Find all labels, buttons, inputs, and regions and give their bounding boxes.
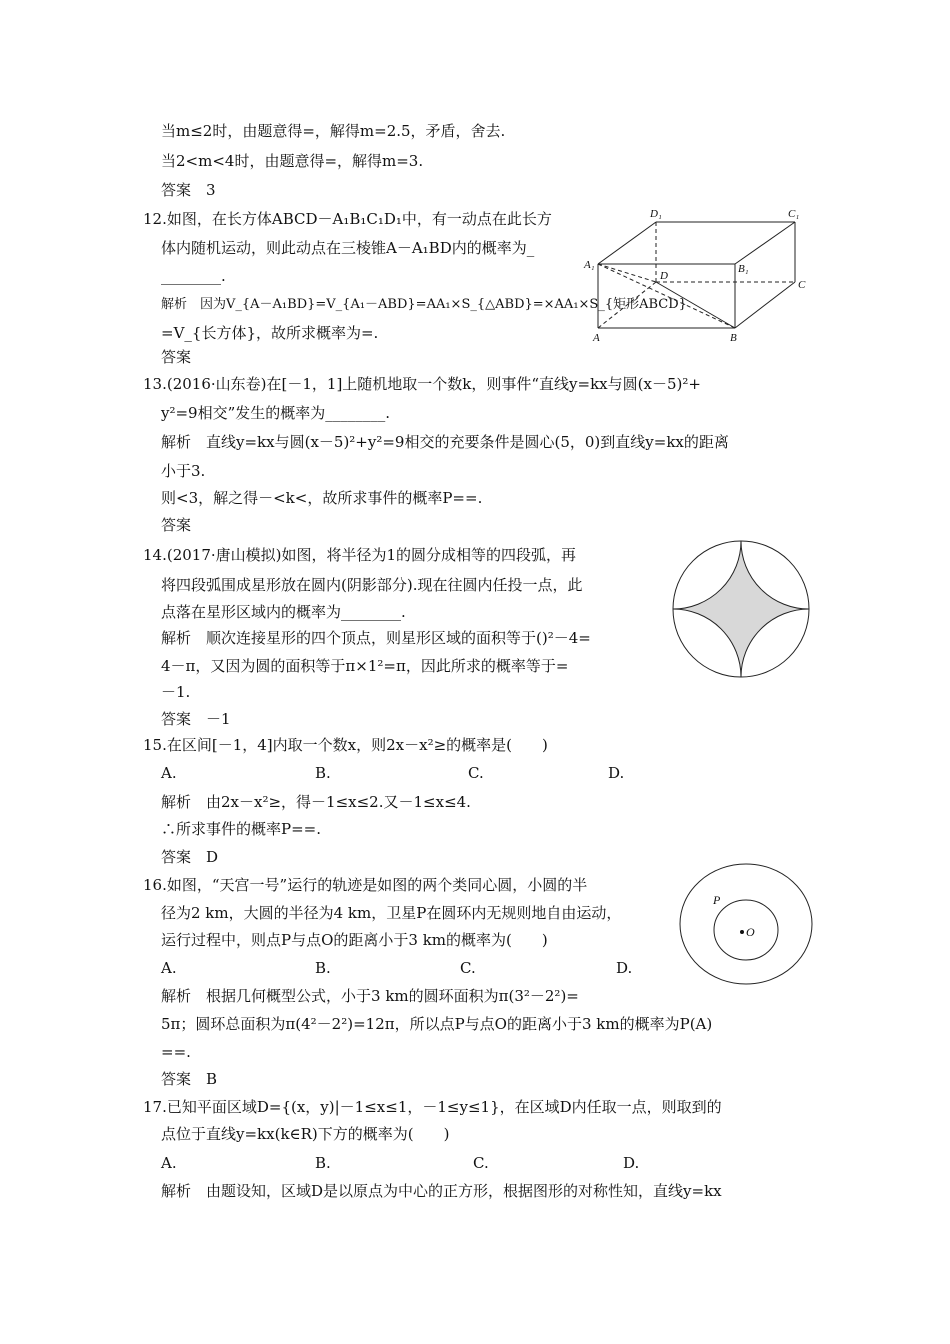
label-O: O (746, 925, 755, 939)
q13-solution-line-1: 解析 直线y=kx与圆(x－5)²+y²=9相交的充要条件是圆心(5，0)到直线y=kx的距离 (161, 433, 729, 451)
q17-solution-line-1: 解析 由题设知，区域D是以原点为中心的正方形，根据图形的对称性知，直线y=kx (161, 1182, 722, 1200)
label-D1: D₁ (650, 208, 662, 220)
q15-option-b: B. (315, 764, 331, 782)
q16-solution-line-3: ==. (161, 1043, 191, 1061)
q17-option-a: A. (161, 1154, 177, 1172)
q16-answer: 答案 B (161, 1070, 218, 1088)
q13-stem-line-1: 13.(2016·山东卷)在[－1，1]上随机地取一个数k，则事件“直线y=kx与圆(x－5)²+ (143, 375, 701, 393)
q15-option-d: D. (608, 764, 625, 782)
q16-option-a: A. (161, 959, 177, 977)
label-B: B (730, 332, 737, 344)
q16-stem-line-3: 运行过程中，则点P与点O的距离小于3 km的概率为( ) (161, 931, 548, 949)
q14-stem-line-3: 点落在星形区域内的概率为________. (161, 603, 406, 621)
q15-solution-line-2: ∴所求事件的概率P==. (161, 820, 321, 838)
cuboid-figure (580, 200, 810, 350)
q13-answer: 答案 (161, 516, 192, 534)
q12-stem-line-2: 体内随机运动，则此动点在三棱锥A－A₁BD内的概率为_ (161, 239, 535, 257)
q15-answer: 答案 D (161, 848, 219, 866)
label-B1: B₁ (738, 263, 749, 275)
q14-solution-line-3: －1. (161, 683, 191, 701)
continuation-line-2: 当2<m<4时，由题意得=，解得m=3. (161, 152, 424, 170)
concentric-orbits-figure (678, 862, 814, 986)
continuation-answer: 答案 3 (161, 181, 216, 199)
q15-solution-line-1: 解析 由2x－x²≥，得－1≤x≤2.又－1≤x≤4. (161, 793, 471, 811)
label-D: D (660, 270, 668, 282)
q12-solution-line-1: 解析 因为V_{A－A₁BD}=V_{A₁－ABD}=AA₁×S_{△ABD}=×AA₁×S_{矩形ABCD} (161, 297, 687, 312)
label-P: P (713, 893, 721, 907)
q12-stem-line-3: ________. (161, 267, 226, 285)
q17-stem-line-2: 点位于直线y=kx(k∈R)下方的概率为( ) (161, 1125, 450, 1143)
q14-answer: 答案 －1 (161, 710, 231, 728)
q14-solution-line-1: 解析 顺次连接星形的四个顶点，则星形区域的面积等于()²－4= (161, 629, 591, 647)
q15-stem: 15.在区间[－1，4]内取一个数x，则2x－x²≥的概率是( ) (143, 736, 548, 754)
q16-solution-line-1: 解析 根据几何概型公式，小于3 km的圆环面积为π(3²－2²)= (161, 987, 579, 1005)
label-A: A (593, 332, 600, 344)
q17-option-b: B. (315, 1154, 331, 1172)
q13-stem-line-2: y²=9相交”发生的概率为________. (161, 404, 391, 422)
label-C1: C₁ (788, 208, 800, 220)
q17-option-c: C. (473, 1154, 489, 1172)
q16-stem-line-1: 16.如图，“天宫一号”运行的轨迹是如图的两个类同心圆，小圆的半 (143, 876, 588, 894)
label-A1: A₁ (584, 259, 595, 271)
q16-stem-line-2: 径为2 km，大圆的半径为4 km，卫星P在圆环内无规则地自由运动， (161, 904, 622, 922)
q15-option-a: A. (161, 764, 177, 782)
q13-solution-line-3: 则<3，解之得－<k<，故所求事件的概率P==. (161, 489, 483, 507)
star-shaded-region (673, 541, 809, 677)
q16-option-d: D. (616, 959, 633, 977)
continuation-line-1: 当m≤2时，由题意得=，解得m=2.5，矛盾，舍去. (161, 122, 506, 140)
q13-solution-line-2: 小于3. (161, 462, 206, 480)
star-in-circle-figure (670, 538, 812, 680)
q12-solution-line-2: =V_{长方体}，故所求概率为=. (161, 324, 379, 342)
q17-stem-line-1: 17.已知平面区域D={(x，y)|－1≤x≤1，－1≤y≤1}，在区域D内任取一点，则取到的 (143, 1098, 722, 1116)
q16-solution-line-2: 5π；圆环总面积为π(4²－2²)=12π，所以点P与点O的距离小于3 km的概率为P(A) (161, 1015, 713, 1033)
q14-stem-line-1: 14.(2017·唐山模拟)如图，将半径为1的圆分成相等的四段弧，再 (143, 546, 577, 564)
label-C: C (798, 279, 806, 291)
q16-option-c: C. (460, 959, 476, 977)
q12-answer: 答案 (161, 348, 192, 366)
q17-option-d: D. (623, 1154, 640, 1172)
q16-option-b: B. (315, 959, 331, 977)
q15-option-c: C. (468, 764, 484, 782)
q14-stem-line-2: 将四段弧围成星形放在圆内(阴影部分).现在往圆内任投一点，此 (161, 576, 583, 594)
q14-solution-line-2: 4－π，又因为圆的面积等于π×1²=π，因此所求的概率等于= (161, 657, 569, 675)
q12-stem-line-1: 12.如图，在长方体ABCD－A₁B₁C₁D₁中，有一动点在此长方 (143, 210, 552, 228)
